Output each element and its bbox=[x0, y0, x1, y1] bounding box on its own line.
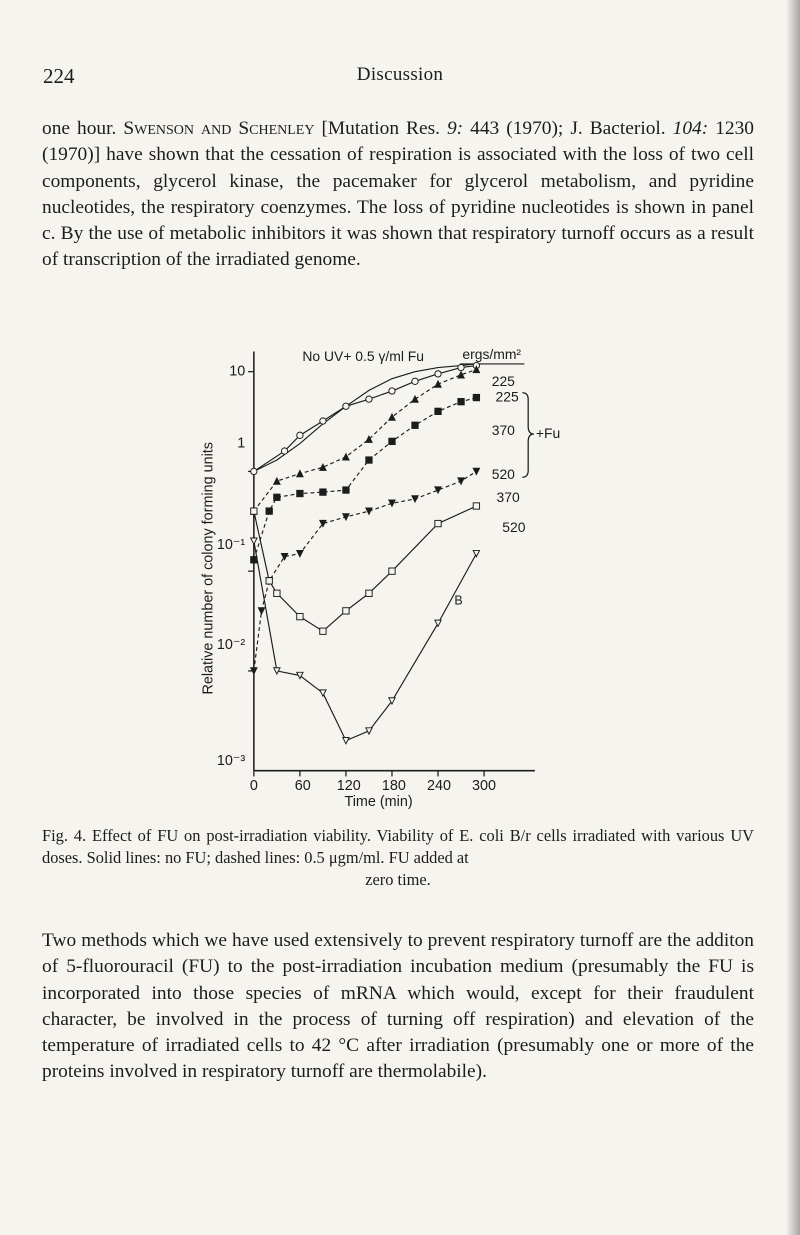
dose-label-225-fu: 225 bbox=[495, 388, 519, 405]
data-point-square bbox=[297, 490, 303, 496]
data-point-inverted-triangle bbox=[320, 690, 326, 696]
series-line bbox=[254, 364, 477, 472]
data-point-square bbox=[473, 394, 479, 400]
x-tick-120: 120 bbox=[336, 777, 361, 794]
data-point-square bbox=[435, 520, 441, 526]
text-fragment: 443 (1970); J. Bacteriol. bbox=[463, 118, 673, 139]
series-520-fu bbox=[251, 468, 480, 674]
data-point-inverted-triangle bbox=[366, 728, 372, 734]
data-point-inverted-triangle bbox=[389, 500, 395, 506]
data-point-circle bbox=[458, 364, 464, 370]
data-point-square bbox=[297, 613, 303, 619]
data-point-circle bbox=[412, 378, 418, 384]
dose-label-370: 370 bbox=[496, 489, 520, 506]
series-225 bbox=[251, 362, 480, 474]
caption-label: Fig. 4. bbox=[42, 826, 87, 845]
data-point-square bbox=[389, 438, 395, 444]
data-point-square bbox=[320, 628, 326, 634]
figure-caption bbox=[42, 825, 754, 891]
y-tick-0.1: 10⁻¹ bbox=[216, 537, 246, 554]
author-names: Swenson and Schenley bbox=[123, 118, 315, 139]
data-point-circle bbox=[343, 403, 349, 409]
paragraph bbox=[42, 116, 754, 274]
panel-label: B bbox=[454, 593, 463, 608]
data-point-circle bbox=[366, 396, 372, 402]
running-head: Discussion bbox=[356, 64, 444, 85]
dose-label-370-fu: 370 bbox=[491, 421, 515, 438]
text-fragment: one hour. bbox=[42, 118, 124, 139]
series-line bbox=[254, 541, 477, 741]
data-point-circle bbox=[389, 388, 395, 394]
dose-header: ergs/mm² bbox=[462, 346, 522, 363]
axes bbox=[254, 352, 535, 771]
caption-last-line: zero time. bbox=[365, 870, 431, 889]
data-point-square bbox=[274, 590, 280, 596]
data-point-inverted-triangle bbox=[297, 550, 303, 556]
data-point-triangle bbox=[320, 464, 326, 470]
data-point-inverted-triangle bbox=[473, 550, 479, 556]
volume-number: 9: bbox=[446, 118, 464, 139]
series-line bbox=[254, 366, 477, 472]
page-number: 224 bbox=[43, 64, 75, 88]
data-point-inverted-triangle bbox=[458, 478, 464, 484]
data-point-circle bbox=[281, 448, 287, 454]
data-point-square bbox=[366, 590, 372, 596]
data-point-triangle bbox=[297, 470, 303, 476]
text-fragment: [Mutation Res. bbox=[314, 118, 447, 139]
data-point-circle bbox=[435, 371, 441, 377]
y-tick-0.01: 10⁻² bbox=[216, 636, 246, 653]
x-tick-180: 180 bbox=[381, 777, 406, 794]
x-tick-300: 300 bbox=[472, 777, 497, 794]
fu-brace bbox=[522, 393, 534, 477]
series-no-uv-0-5-ml-fu bbox=[254, 364, 477, 472]
data-point-square bbox=[458, 399, 464, 405]
data-point-inverted-triangle bbox=[435, 487, 441, 493]
dose-label-225: 225 bbox=[491, 373, 515, 390]
x-axis-label: Time (min) bbox=[344, 794, 413, 810]
data-point-inverted-triangle bbox=[435, 620, 441, 626]
data-point-square bbox=[412, 422, 418, 428]
plot-area bbox=[251, 362, 480, 743]
axis-ticks bbox=[248, 372, 484, 777]
x-tick-0: 0 bbox=[249, 777, 258, 794]
data-point-triangle bbox=[458, 372, 464, 378]
data-point-circle bbox=[251, 468, 257, 474]
data-point-square bbox=[251, 557, 257, 563]
series-line bbox=[254, 398, 477, 560]
series-370 bbox=[251, 503, 480, 635]
data-point-inverted-triangle bbox=[412, 496, 418, 502]
y-tick-10: 10 bbox=[229, 363, 246, 380]
data-point-inverted-triangle bbox=[473, 468, 479, 474]
data-point-inverted-triangle bbox=[258, 608, 264, 614]
data-point-square bbox=[266, 508, 272, 514]
survival-chart bbox=[180, 340, 650, 810]
data-point-square bbox=[366, 457, 372, 463]
x-tick-60: 60 bbox=[294, 777, 311, 794]
y-tick-0.001: 10⁻³ bbox=[216, 752, 246, 769]
text-fragment: 1230 (1970)] have shown that the cessation of respiration is associated with the loss of two cell components, glycerol kinase, the pacemaker for glycerol metabolism, and pyridine nucleotides, the respiratory coenzymes. The loss of pyridine nucleotides is shown in panel c. By the use of metabolic inhibitors it was shown that respiratory turnoff occurs as a result of transcription of the irradiated genome. bbox=[42, 118, 754, 271]
data-point-inverted-triangle bbox=[343, 514, 349, 520]
data-point-square bbox=[435, 408, 441, 414]
data-point-square bbox=[251, 508, 257, 514]
y-tick-1: 1 bbox=[237, 435, 246, 452]
series-line bbox=[254, 471, 477, 671]
brace-label: +Fu bbox=[535, 424, 561, 441]
volume-number: 104: bbox=[672, 118, 709, 139]
data-point-triangle bbox=[435, 381, 441, 387]
data-point-square bbox=[473, 503, 479, 509]
dose-label-520-fu: 520 bbox=[491, 466, 515, 483]
page-edge-shadow bbox=[786, 0, 800, 1235]
data-point-circle bbox=[320, 418, 326, 424]
figure bbox=[180, 340, 650, 810]
series-520 bbox=[251, 538, 480, 744]
data-point-inverted-triangle bbox=[366, 508, 372, 514]
series-line bbox=[254, 370, 477, 512]
paragraph: Two methods which we have used extensively to prevent respiratory turnoff are the additon of 5-fluorouracil (FU) to the post-irradiation incubation medium (presumably the FU is incorporated into those species of mRNA which would, except for their fraudulent character, be involved in the process of turning off respiration) and elevation of the temperature of irradiated cells to 42 °C after irradiation (presumably one or more of the proteins involved in respiratory turnoff are thermolabile). bbox=[42, 930, 754, 1083]
dose-label-520: 520 bbox=[502, 518, 526, 535]
data-point-square bbox=[266, 578, 272, 584]
data-point-square bbox=[274, 494, 280, 500]
series-225-fu bbox=[251, 366, 480, 514]
data-point-square bbox=[343, 487, 349, 493]
data-point-square bbox=[320, 489, 326, 495]
data-point-triangle bbox=[412, 396, 418, 402]
caption-text: Effect of FU on post-irradiation viability. Viability of E. coli B/r cells irradiated with various UV doses. Solid lines: no FU; dashed lines: 0.5 μgm/ml. FU added at bbox=[42, 826, 754, 867]
data-point-inverted-triangle bbox=[343, 737, 349, 743]
series-370-fu bbox=[251, 394, 480, 563]
data-point-square bbox=[343, 608, 349, 614]
y-axis-label: Relative number of colony forming units bbox=[200, 442, 217, 695]
data-point-circle bbox=[297, 432, 303, 438]
data-point-square bbox=[389, 568, 395, 574]
series-line bbox=[254, 506, 477, 631]
x-tick-240: 240 bbox=[426, 777, 451, 794]
data-point-inverted-triangle bbox=[251, 538, 257, 544]
data-point-triangle bbox=[274, 478, 280, 484]
top-label: No UV+ 0.5 γ/ml Fu bbox=[302, 348, 425, 365]
